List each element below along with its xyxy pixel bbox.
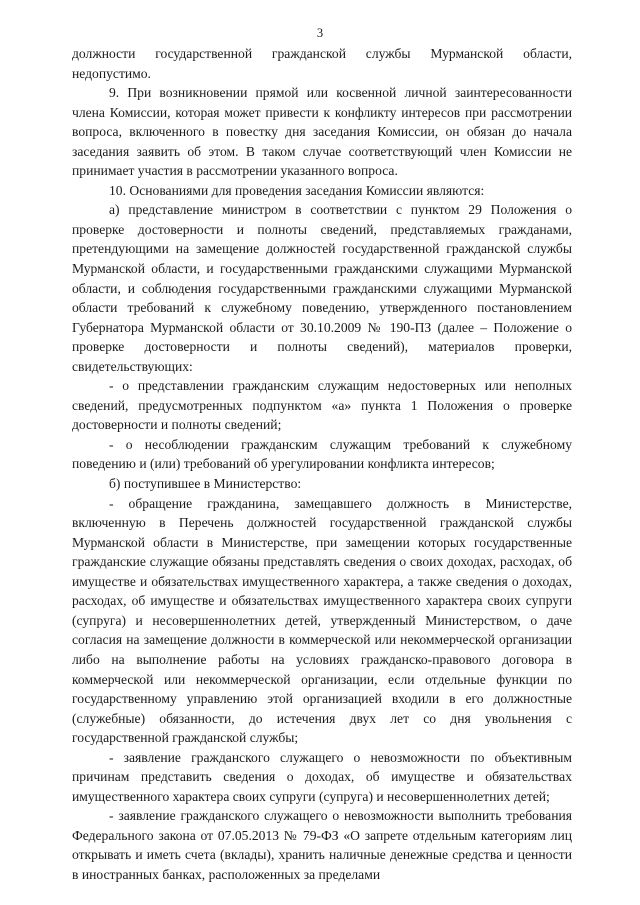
list-item-false-info: - о представлении гражданским служащим недостоверных или неполных сведений, предусмотренных подпунктом «а» пункта 1 Положения о проверке достоверности и полноты сведений; bbox=[72, 378, 572, 433]
list-item-foreign-accounts-statement: - заявление гражданского служащего о невозможности выполнить требования Федерального закона от 07.05.2013 № 79-ФЗ «О запрете отдельным категориям лиц открывать и иметь счета (вклады), хранить наличные денежные средства и ценности в иностранных банках, расположенных за пределами bbox=[72, 808, 572, 882]
subparagraph-b: б) поступившее в Министерство: bbox=[109, 476, 302, 492]
paragraph-item-10: 10. Основаниями для проведения заседания Комиссии являются: bbox=[109, 182, 485, 198]
page-number: 3 bbox=[316, 26, 324, 40]
document-body bbox=[72, 44, 572, 885]
paragraph-continuation: должности государственной гражданской службы Мурманской области, недопустимо. bbox=[72, 46, 572, 81]
list-item-citizen-appeal: - обращение гражданина, замещавшего должность в Министерстве, включенную в Перечень должностей государственной гражданской службы Мурманской области в Министерстве, при замещении которых государственные гражданские служащие обязаны представлять сведения о своих доходах, расходах, об имуществе и обязательствах имущественного характера, а также сведения о доходах, расходах, об имуществе и обязательствах имущественного характера своих супруги (супруга) и несовершеннолетних детей, утвержденный Министерством, о даче согласия на замещение должности в коммерческой или некоммерческой организации либо на выполнение работы на условиях гражданско-правового договора в коммерческой или некоммерческой организации, если отдельные функции по государственному управлению этой организацией входили в его должностные (служебные) обязанности, до истечения двух лет со дня увольнения с государственной гражданской службы; bbox=[72, 495, 572, 746]
paragraph-item-9: 9. При возникновении прямой или косвенной личной заинтересованности члена Комиссии, которая может привести к конфликту интересов при рассмотрении вопроса, включенного в повестку дня заседания Комиссии, он обязан до начала заседания заявить об этом. В таком случае соответствующий член Комиссии не принимает участия в рассмотрении указанного вопроса. bbox=[72, 85, 572, 179]
list-item-spouse-income-statement: - заявление гражданского служащего о невозможности по объективным причинам представить сведения о доходах, об имуществе и обязательствах имущественного характера своих супруги (супруга) и несовершеннолетних детей; bbox=[72, 749, 572, 804]
list-item-conduct-violation: - о несоблюдении гражданским служащим требований к служебному поведению и (или) требований об урегулировании конфликта интересов; bbox=[72, 436, 572, 472]
subparagraph-a: а) представление министром в соответствии с пунктом 29 Положения о проверке достоверности и полноты сведений, представляемых гражданами, претендующими на замещение должностей государственной гражданской службы Мурманской области, и государственными гражданскими служащими Мурманской области, и соблюдения государственными гражданскими служащими Мурманской области требований к служебному поведению, утвержденного постановлением Губернатора Мурманской области от 30.10.2009 № 190-ПЗ (далее – Положение о проверке достоверности и полноты сведений), материалов проверки, свидетельствующих: bbox=[72, 202, 572, 374]
